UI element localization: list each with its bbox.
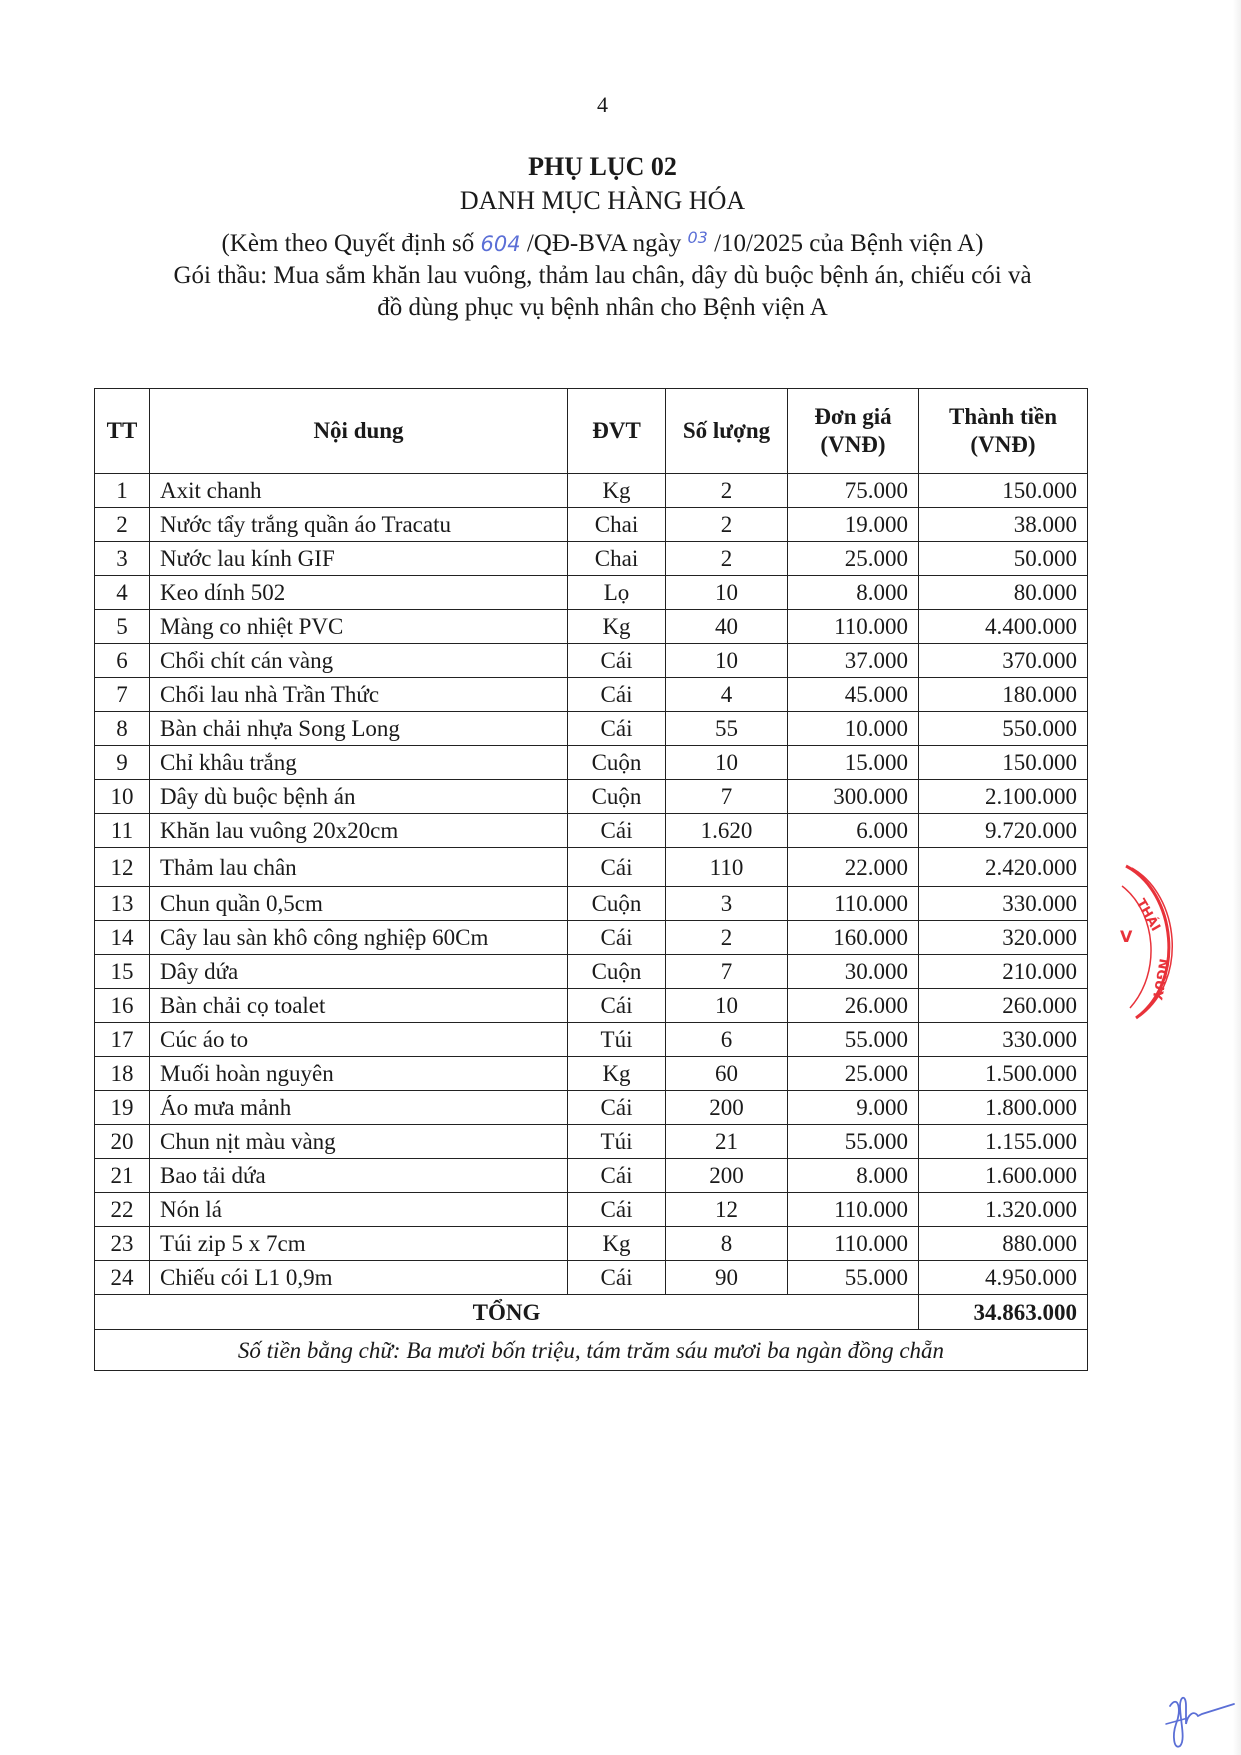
row-amount: 38.000 — [919, 508, 1088, 542]
table-row — [95, 848, 1088, 887]
row-amount: 4.950.000 — [919, 1261, 1088, 1295]
row-number: 2 — [95, 508, 150, 542]
row-quantity: 10 — [666, 989, 788, 1023]
table-row — [95, 576, 1088, 610]
row-number: 17 — [95, 1023, 150, 1057]
row-unit-price: 22.000 — [788, 848, 919, 887]
total-label: TỔNG — [95, 1295, 919, 1330]
table-row — [95, 1159, 1088, 1193]
row-amount: 330.000 — [919, 887, 1088, 921]
row-content: Bao tải dứa — [150, 1159, 568, 1193]
row-content: Nón lá — [150, 1193, 568, 1227]
row-quantity: 1.620 — [666, 814, 788, 848]
row-unit: Cái — [568, 1091, 666, 1125]
red-seal-stamp-icon — [1118, 862, 1190, 1022]
row-content: Chiếu cói L1 0,9m — [150, 1261, 568, 1295]
table-row — [95, 508, 1088, 542]
row-quantity: 3 — [666, 887, 788, 921]
row-quantity: 2 — [666, 542, 788, 576]
row-unit-price: 160.000 — [788, 921, 919, 955]
row-quantity: 10 — [666, 576, 788, 610]
header-tt: TT — [95, 389, 150, 474]
table-row — [95, 887, 1088, 921]
row-number: 1 — [95, 474, 150, 508]
row-unit: Túi — [568, 1125, 666, 1159]
row-unit-price: 110.000 — [788, 610, 919, 644]
row-number: 19 — [95, 1091, 150, 1125]
row-number: 22 — [95, 1193, 150, 1227]
row-content: Nước tẩy trắng quần áo Tracatu — [150, 508, 568, 542]
row-unit-price: 110.000 — [788, 1193, 919, 1227]
table-row — [95, 921, 1088, 955]
signature-icon — [1158, 1680, 1238, 1752]
row-content: Dây dứa — [150, 955, 568, 989]
header-content: Nội dung — [150, 389, 568, 474]
row-unit-price: 37.000 — [788, 644, 919, 678]
row-amount: 2.420.000 — [919, 848, 1088, 887]
row-amount: 330.000 — [919, 1023, 1088, 1057]
row-unit: Kg — [568, 610, 666, 644]
header-unit: ĐVT — [568, 389, 666, 474]
header-quantity: Số lượng — [666, 389, 788, 474]
row-amount: 2.100.000 — [919, 780, 1088, 814]
row-unit: Cái — [568, 712, 666, 746]
table-row — [95, 542, 1088, 576]
row-number: 24 — [95, 1261, 150, 1295]
package-description-line-2: đồ dùng phục vụ bệnh nhân cho Bệnh viện A — [377, 294, 828, 321]
row-quantity: 8 — [666, 1227, 788, 1261]
row-amount: 1.320.000 — [919, 1193, 1088, 1227]
row-unit: Cái — [568, 644, 666, 678]
row-unit-price: 15.000 — [788, 746, 919, 780]
table-header-row — [95, 389, 1088, 474]
row-unit-price: 55.000 — [788, 1125, 919, 1159]
row-number: 6 — [95, 644, 150, 678]
row-number: 11 — [95, 814, 150, 848]
header-unit-price: Đơn giá (VNĐ) — [788, 389, 919, 474]
table-row — [95, 1125, 1088, 1159]
row-quantity: 2 — [666, 508, 788, 542]
row-quantity: 10 — [666, 644, 788, 678]
row-unit: Cái — [568, 848, 666, 887]
package-description-line-1: Gói thầu: Mua sắm khăn lau vuông, thảm lau chân, dây dù buộc bệnh án, chiếu cói và — [173, 262, 1032, 289]
row-content: Chun nịt màu vàng — [150, 1125, 568, 1159]
row-number: 16 — [95, 989, 150, 1023]
row-unit-price: 45.000 — [788, 678, 919, 712]
row-unit: Cái — [568, 678, 666, 712]
row-quantity: 12 — [666, 1193, 788, 1227]
row-content: Nước lau kính GIF — [150, 542, 568, 576]
row-number: 5 — [95, 610, 150, 644]
table-row — [95, 678, 1088, 712]
row-unit-price: 10.000 — [788, 712, 919, 746]
row-quantity: 2 — [666, 474, 788, 508]
row-content: Dây dù buộc bệnh án — [150, 780, 568, 814]
row-unit: Chai — [568, 508, 666, 542]
row-content: Chun quần 0,5cm — [150, 887, 568, 921]
row-amount: 180.000 — [919, 678, 1088, 712]
row-number: 3 — [95, 542, 150, 576]
row-number: 13 — [95, 887, 150, 921]
row-quantity: 60 — [666, 1057, 788, 1091]
row-unit: Túi — [568, 1023, 666, 1057]
decision-suffix: /10/2025 của Bệnh viện A) — [714, 230, 984, 257]
row-unit: Cái — [568, 921, 666, 955]
row-unit: Cuộn — [568, 746, 666, 780]
row-amount: 320.000 — [919, 921, 1088, 955]
row-amount: 80.000 — [919, 576, 1088, 610]
row-unit-price: 75.000 — [788, 474, 919, 508]
row-unit: Cái — [568, 814, 666, 848]
row-unit-price: 26.000 — [788, 989, 919, 1023]
row-content: Bàn chải nhựa Song Long — [150, 712, 568, 746]
row-number: 10 — [95, 780, 150, 814]
table-row — [95, 1091, 1088, 1125]
table-row — [95, 1227, 1088, 1261]
decision-reference — [0, 230, 1205, 258]
row-amount: 1.600.000 — [919, 1159, 1088, 1193]
row-unit-price: 9.000 — [788, 1091, 919, 1125]
row-number: 21 — [95, 1159, 150, 1193]
row-quantity: 55 — [666, 712, 788, 746]
appendix-title: PHỤ LỤC 02 — [528, 152, 677, 181]
row-number: 15 — [95, 955, 150, 989]
total-row — [95, 1295, 1088, 1330]
row-unit-price: 300.000 — [788, 780, 919, 814]
row-content: Chỉ khâu trắng — [150, 746, 568, 780]
table-row — [95, 1023, 1088, 1057]
handwritten-decision-number: 604 — [480, 232, 521, 256]
row-content: Keo dính 502 — [150, 576, 568, 610]
row-quantity: 6 — [666, 1023, 788, 1057]
goods-table — [94, 388, 1088, 1371]
row-quantity: 40 — [666, 610, 788, 644]
row-content: Màng co nhiệt PVC — [150, 610, 568, 644]
row-unit-price: 30.000 — [788, 955, 919, 989]
row-amount: 4.400.000 — [919, 610, 1088, 644]
row-number: 18 — [95, 1057, 150, 1091]
row-amount: 550.000 — [919, 712, 1088, 746]
table-body — [95, 474, 1088, 1295]
row-content: Khăn lau vuông 20x20cm — [150, 814, 568, 848]
table-row — [95, 780, 1088, 814]
row-quantity: 200 — [666, 1159, 788, 1193]
table-row — [95, 746, 1088, 780]
row-unit: Cái — [568, 1193, 666, 1227]
row-unit-price: 25.000 — [788, 1057, 919, 1091]
row-quantity: 90 — [666, 1261, 788, 1295]
row-unit-price: 55.000 — [788, 1261, 919, 1295]
row-unit: Cuộn — [568, 887, 666, 921]
row-number: 12 — [95, 848, 150, 887]
row-number: 14 — [95, 921, 150, 955]
table-row — [95, 644, 1088, 678]
row-unit-price: 8.000 — [788, 576, 919, 610]
row-quantity: 200 — [666, 1091, 788, 1125]
handwritten-decision-day: 03 — [687, 228, 708, 247]
row-amount: 9.720.000 — [919, 814, 1088, 848]
row-amount: 1.155.000 — [919, 1125, 1088, 1159]
row-unit: Chai — [568, 542, 666, 576]
svg-text:THÁI: THÁI — [1132, 896, 1163, 935]
row-number: 4 — [95, 576, 150, 610]
row-unit: Cái — [568, 1261, 666, 1295]
row-unit-price: 55.000 — [788, 1023, 919, 1057]
row-unit: Lọ — [568, 576, 666, 610]
row-number: 7 — [95, 678, 150, 712]
total-amount: 34.863.000 — [919, 1295, 1088, 1330]
row-number: 9 — [95, 746, 150, 780]
row-unit: Kg — [568, 1057, 666, 1091]
row-content: Cây lau sàn khô công nghiệp 60Cm — [150, 921, 568, 955]
row-unit: Cuộn — [568, 955, 666, 989]
row-content: Túi zip 5 x 7cm — [150, 1227, 568, 1261]
row-quantity: 4 — [666, 678, 788, 712]
row-number: 8 — [95, 712, 150, 746]
row-amount: 880.000 — [919, 1227, 1088, 1261]
page-number: 4 — [597, 92, 608, 117]
table-row — [95, 955, 1088, 989]
row-unit-price: 19.000 — [788, 508, 919, 542]
svg-text:NGUY: NGUY — [1148, 957, 1171, 1001]
row-quantity: 7 — [666, 955, 788, 989]
appendix-subtitle: DANH MỤC HÀNG HÓA — [459, 186, 746, 215]
amount-in-words-row — [95, 1330, 1088, 1371]
row-content: Cúc áo to — [150, 1023, 568, 1057]
row-amount: 50.000 — [919, 542, 1088, 576]
row-amount: 1.500.000 — [919, 1057, 1088, 1091]
row-amount: 1.800.000 — [919, 1091, 1088, 1125]
row-content: Axit chanh — [150, 474, 568, 508]
row-amount: 260.000 — [919, 989, 1088, 1023]
row-unit-price: 8.000 — [788, 1159, 919, 1193]
row-unit-price: 6.000 — [788, 814, 919, 848]
row-unit: Cái — [568, 1159, 666, 1193]
table-row — [95, 989, 1088, 1023]
row-unit-price: 110.000 — [788, 1227, 919, 1261]
table-row — [95, 1193, 1088, 1227]
row-unit: Kg — [568, 474, 666, 508]
svg-text:V: V — [1120, 927, 1133, 946]
decision-mid: /QĐ-BVA ngày — [526, 230, 682, 257]
decision-prefix: (Kèm theo Quyết định số — [221, 230, 475, 257]
row-quantity: 110 — [666, 848, 788, 887]
row-unit-price: 110.000 — [788, 887, 919, 921]
row-unit: Kg — [568, 1227, 666, 1261]
page-edge-shadow — [1233, 0, 1241, 1755]
row-number: 23 — [95, 1227, 150, 1261]
row-quantity: 7 — [666, 780, 788, 814]
row-content: Chổi lau nhà Trần Thức — [150, 678, 568, 712]
table-row — [95, 712, 1088, 746]
row-quantity: 21 — [666, 1125, 788, 1159]
header-amount: Thành tiền (VNĐ) — [919, 389, 1088, 474]
row-amount: 150.000 — [919, 474, 1088, 508]
table-row — [95, 1057, 1088, 1091]
row-quantity: 2 — [666, 921, 788, 955]
row-number: 20 — [95, 1125, 150, 1159]
row-content: Muối hoàn nguyên — [150, 1057, 568, 1091]
table-row — [95, 814, 1088, 848]
row-content: Áo mưa mảnh — [150, 1091, 568, 1125]
row-content: Chổi chít cán vàng — [150, 644, 568, 678]
row-unit: Cái — [568, 989, 666, 1023]
table-row — [95, 474, 1088, 508]
row-content: Thảm lau chân — [150, 848, 568, 887]
table-row — [95, 1261, 1088, 1295]
row-amount: 210.000 — [919, 955, 1088, 989]
table-row — [95, 610, 1088, 644]
row-unit: Cuộn — [568, 780, 666, 814]
row-amount: 370.000 — [919, 644, 1088, 678]
amount-in-words: Số tiền bằng chữ: Ba mươi bốn triệu, tám trăm sáu mươi ba ngàn đồng chẵn — [95, 1330, 1088, 1371]
row-content: Bàn chải cọ toalet — [150, 989, 568, 1023]
row-quantity: 10 — [666, 746, 788, 780]
row-amount: 150.000 — [919, 746, 1088, 780]
row-unit-price: 25.000 — [788, 542, 919, 576]
